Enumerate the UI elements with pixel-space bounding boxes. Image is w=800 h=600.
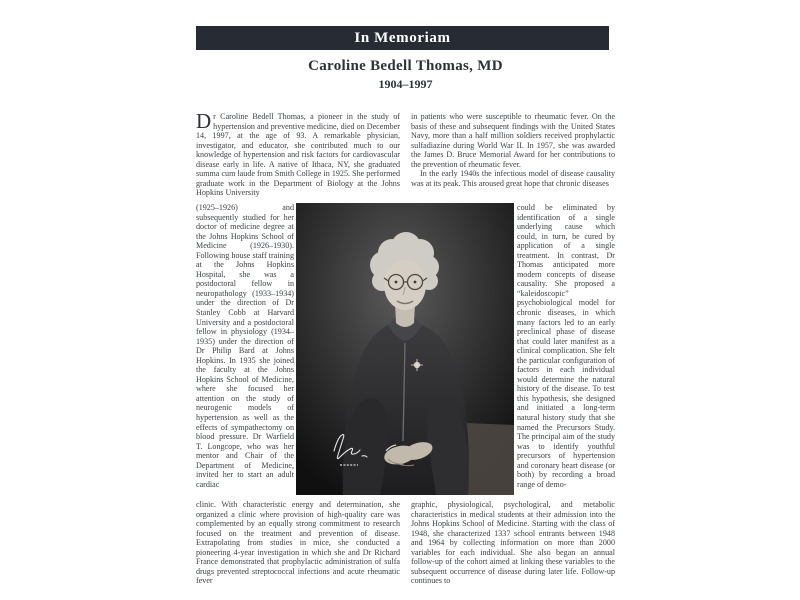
right-column-intro — [411, 112, 615, 203]
left-column-beside-photo: (1925–1926) and subsequently studied for her doctor of medicine degree at the Johns Hopkins School of Medicine (1926–1930). Following house staff training at the Johns Hopkins Hospital, she was a postdoctoral fellow in neuropathology (1933–1934) under the direction of Dr Stanley Cobb at Harvard University and a postdoctoral fellow in physiology (1934–1935) under the direction of Dr Philip Bard at Johns Hopkins. In 1935 she joined the faculty at the Johns Hopkins School of Medicine, where she focused her attention on the study of neurogenic models of hypertension as well as the effects of sympathectomy on blood pressure. Dr Warfield T. Longcope, who was her mentor and Chair of the Department of Medicine, invited her to start an adult cardiac — [196, 203, 294, 489]
left-column-intro — [196, 112, 400, 203]
section-header-bar — [196, 26, 609, 50]
left-column-below-photo: clinic. With characteristic energy and determination, she organized a clinic where provision of high-quality care was complemented by an equally strong commitment to research focused on the treatment and prevention of disease. Extrapolating from studies in mice, she conducted a pioneering 4-year investigation in which she and Dr Richard France demonstrated that prophylactic administration of sulfa drugs prevented streptococcal infections and acute rheumatic fever — [196, 500, 400, 586]
intro-text: r Caroline Bedell Thomas, a pioneer in the study of hypertension and preventive medicine, died on December 14, 1997, at the age of 93. A remarkable physician, investigator, and educator, she contributed much to our knowledge of hypertension and risk factors for cardiovascular disease early in life. A native of Ithaca, NY, she graduated summa cum laude from Smith College in 1925. She performed graduate work in the Department of Biology at the Johns Hopkins University — [196, 112, 400, 198]
face — [384, 260, 426, 310]
life-years: 1904–1997 — [378, 77, 433, 91]
section-header-label: In Memoriam — [354, 30, 451, 46]
page-title: Caroline Bedell Thomas, MD — [308, 58, 503, 74]
paragraph: In the early 1940s the infectious model of disease causality was at its peak. This aroused great hope that chronic diseases — [411, 169, 615, 188]
drop-cap: D — [196, 112, 212, 133]
eye-left — [395, 281, 398, 284]
portrait-photo — [296, 203, 514, 495]
eye-right — [414, 281, 417, 284]
portrait-illustration — [296, 203, 514, 495]
right-column-beside-photo: could be eliminated by identification of a single underlying cause which could, in turn, be cured by application of a single treatment. In contrast, Dr Thomas anticipated more modern concepts of disease causality. She proposed a “kaleidoscopic” psychobiological model for chronic diseases, in which many factors led to an early preclinical phase of disease that could later manifest as a clinical complication. She felt the particular configuration of factors in each individual would determine the natural history of the disease. To test this hypothesis, she designed and initiated a long-term natural history study that she named the Precursors Study. The principal aim of the study was to identify youthful precursors of hypertension and coronary heart disease (or both) by recording a broad range of demo- — [517, 203, 615, 489]
paragraph: in patients who were susceptible to rheumatic fever. On the basis of these and subsequent findings with the United States Navy, more than a half million soldiers received prophylactic sulfadiazine during World War II. In 1957, she was awarded the James D. Bruce Memorial Award for her contributions to the prevention of rheumatic fever. — [411, 112, 615, 169]
right-column-below-photo: graphic, physiological, psychological, and metabolic characteristics in medical students at their admission into the Johns Hopkins School of Medicine. Starting with the class of 1948, she characterized 1337 school entrants between 1948 and 1964 by collecting information on more than 2000 variables for each individual. She also began an annual follow-up of the cohort aimed at linking these variables to the subsequent occurrence of disease during later life. Follow-up continues to — [411, 500, 615, 586]
title-block — [196, 57, 615, 92]
